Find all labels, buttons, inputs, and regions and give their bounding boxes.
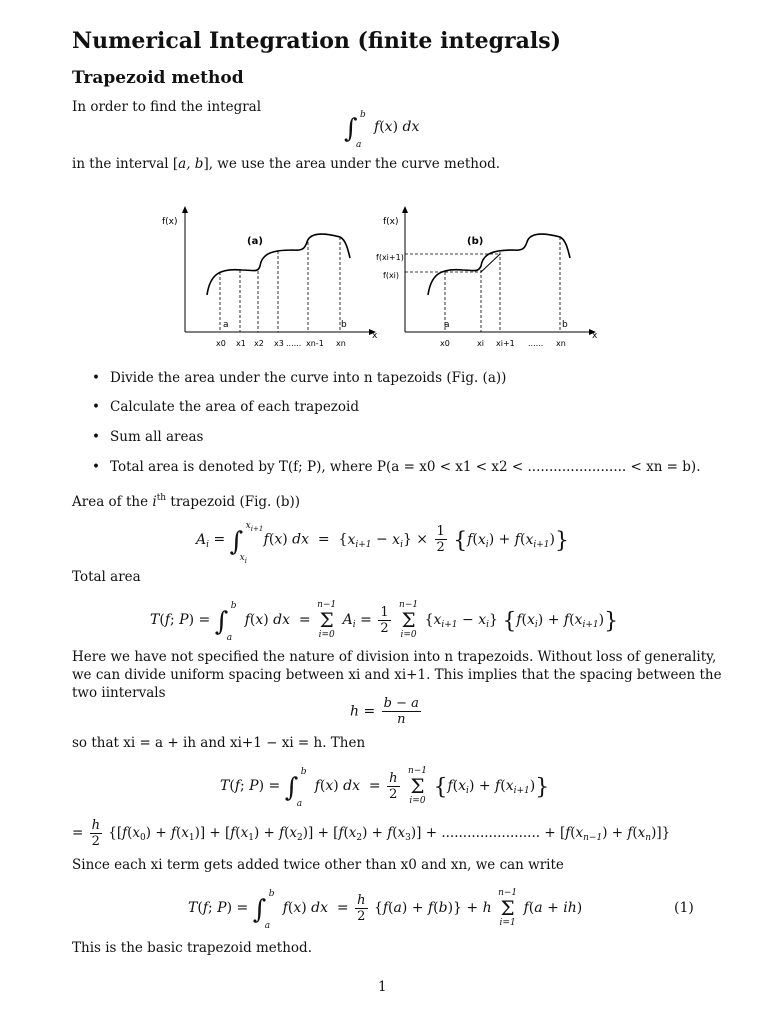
panel-b-tick: ...... [528, 339, 544, 348]
panel-a-label: (a) [247, 236, 263, 247]
conclusion-text: This is the basic trapezoid method. [72, 940, 312, 956]
paragraph-line: two iintervals [72, 685, 166, 701]
panel-b-xlabel: x [592, 331, 598, 341]
integral-equation: ∫ b a f(x) dx [344, 110, 420, 150]
paragraph-line: Here we have not specified the nature of division into n trapezoids. Without loss of generality, [72, 649, 717, 665]
panel-a-tick: xn [336, 339, 346, 348]
section-heading: Trapezoid method [72, 68, 244, 88]
panel-a-tick: x1 [236, 339, 246, 348]
bullet-item: • Calculate the area of each trapezoid [95, 399, 359, 415]
panel-a-xlabel: x [372, 331, 378, 341]
total-area-equation: T(f; P) = ∫ b a f(x) dx = n−1 Σ i=0 $A_i$ = $\frac{1}{2}$ n−1 Σ i=0 $\{x_{i+1} - x_i\} \{f(x_i) + f(x_{i+1})\}$ [150, 600, 619, 643]
panel-b-a-label: a [444, 320, 450, 330]
expanded-sum-equation: = $\frac{h}{2}$ {$[f(x_0) + f(x_1)] + [f(x_1) + f(x_2)] + [f(x_2) + f(x_3)]$ + ....................... + $[f(x_{n-1}) + f(x_n)]$} [72, 818, 671, 849]
panel-a-tick: x3 [274, 339, 284, 348]
trapezoid-sum-equation: T(f; P) = ∫ b a f(x) dx = $\frac{h}{2}$ n−1 Σ i=0 $\{f(x_i) + f(x_{i+1})\}$ [220, 766, 550, 809]
panel-b-label: (b) [467, 236, 484, 247]
bullet-item: • Sum all areas [95, 429, 203, 445]
bullet-item: • Total area is denoted by T(f; P), where P(a = x0 < x1 < x2 < ....................... < xn = b). [95, 459, 701, 475]
panel-b-ylabel: f(x) [383, 217, 399, 227]
trapezoid-figure [150, 200, 610, 360]
area-ith-equation: $A_i$ = ∫ $x_{i+1}$ $x_i$ f(x) dx = $\{x_{i+1} - x_i\}$ × $\frac{1}{2}$ $\{f(x_i) + f(x_{i+1})\}$ [196, 520, 569, 565]
panel-b-tick: xn [556, 339, 566, 348]
panel-b-tick: x0 [440, 339, 450, 348]
basic-trapezoid-equation: T(f; P) = ∫ b a f(x) dx = $\frac{h}{2}$ {f(a) + f(b)} + h n−1 Σ i=1 f(a + ih) [188, 888, 583, 931]
panel-a-a-label: a [223, 320, 229, 330]
panel-b-fxi1-label: f(xi+1) [376, 253, 404, 262]
figure-panel-a [162, 206, 378, 348]
panel-b-b-label: b [562, 320, 568, 330]
page-number: 1 [378, 979, 387, 995]
panel-b-fxi-label: f(xi) [383, 271, 400, 280]
since-each-text: Since each xi term gets added twice other than x0 and xn, we can write [72, 857, 564, 873]
panel-a-tick: x0 [216, 339, 226, 348]
interval-text: in the interval [a, b], we use the area under the curve method. [72, 156, 501, 172]
equation-number: (1) [674, 900, 694, 916]
panel-b-tick: xi+1 [496, 339, 515, 348]
panel-a-b-label: b [341, 320, 347, 330]
total-area-label: Total area [72, 569, 141, 585]
bullet-item: • Divide the area under the curve into n tapezoids (Fig. (a)) [95, 370, 506, 386]
panel-a-ylabel: f(x) [162, 217, 178, 227]
spacing-equation: h = $\frac{b - a}{n}$ [350, 696, 419, 727]
panel-b-tick: xi [477, 339, 484, 348]
paragraph-line: we can divide uniform spacing between xi and xi+1. This implies that the spacing between the [72, 667, 722, 683]
area-ith-text: Area of the $i^{th}$ trapezoid (Fig. (b)) [72, 493, 301, 510]
intro-text: In order to find the integral [72, 99, 262, 115]
panel-a-tick: x2 [254, 339, 264, 348]
figure-panel-b [376, 206, 598, 348]
so-that-text: so that xi = a + ih and xi+1 − xi = h. Then [72, 735, 366, 751]
panel-a-tick: ...... [286, 339, 302, 348]
panel-a-tick: xn-1 [306, 339, 324, 348]
page-title: Numerical Integration (finite integrals) [72, 28, 561, 54]
